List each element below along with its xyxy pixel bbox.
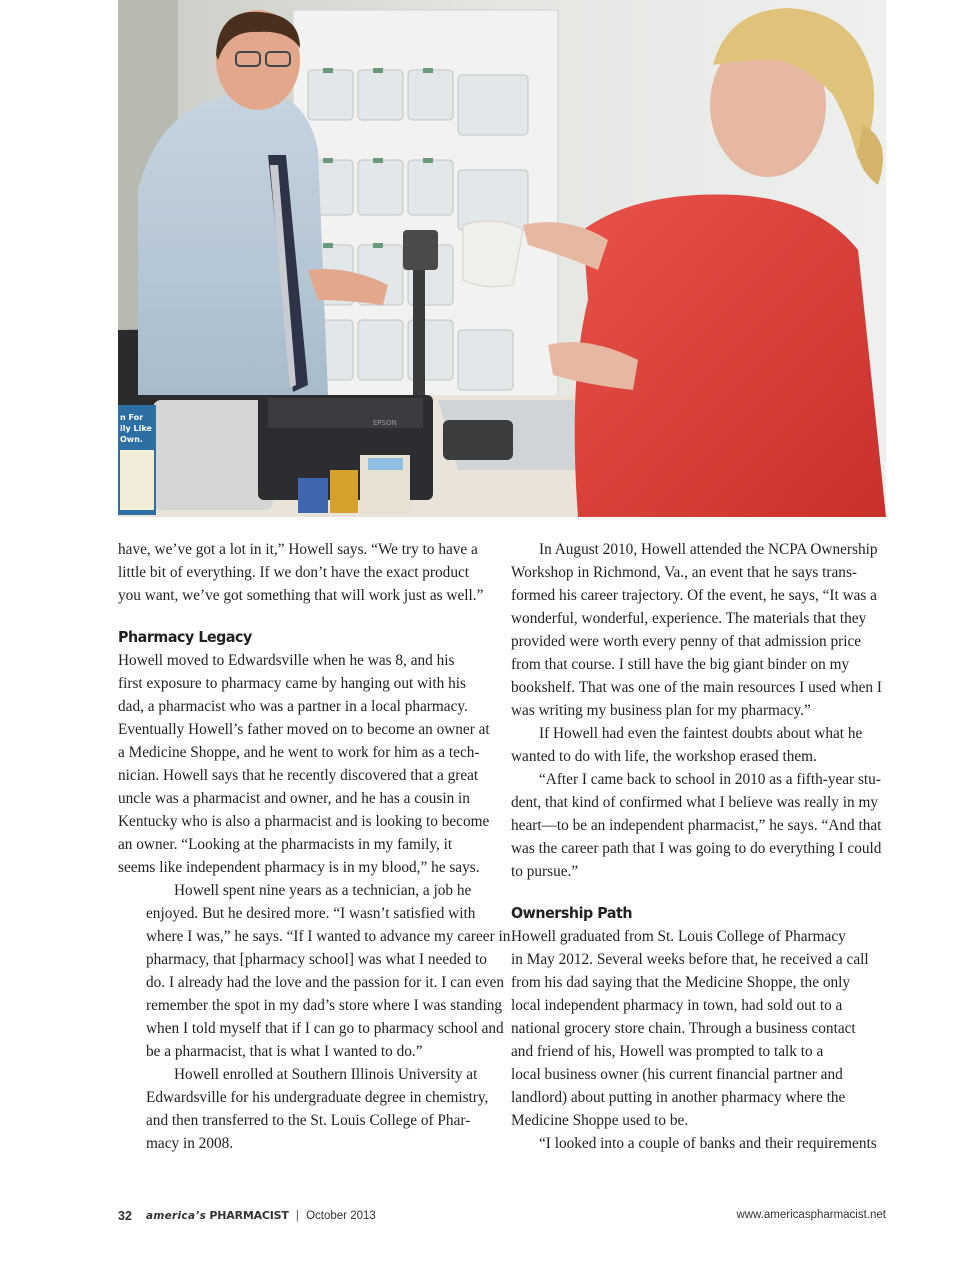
text-line: national grocery store chain. Through a business contact <box>511 1020 856 1037</box>
text-line: seems like independent pharmacy is in my blood,” he says. <box>118 859 480 876</box>
text-line: and then transferred to the St. Louis College of Phar- <box>146 1112 471 1129</box>
text-line: macy in 2008. <box>146 1135 234 1152</box>
text-line: Howell spent nine years as a technician, a job he <box>174 882 472 899</box>
text-line: was the career path that I was going to do everything I could <box>511 840 882 857</box>
text-line: Howell enrolled at Southern Illinois University at <box>174 1066 478 1083</box>
text-line: nician. Howell says that he recently discovered that a great <box>118 767 479 784</box>
text-line: to pursue.” <box>511 863 579 880</box>
text-line: Edwardsville for his undergraduate degree in chemistry, <box>146 1089 489 1106</box>
paragraph <box>118 1063 494 1155</box>
text-line: wanted to do with life, the workshop erased them. <box>511 748 817 765</box>
text-line: enjoyed. But he desired more. “I wasn’t satisfied with <box>146 905 476 922</box>
text-line: an owner. “Looking at the pharmacists in my family, it <box>118 836 453 853</box>
text-line: “I looked into a couple of banks and their requirements <box>539 1135 877 1152</box>
text-line: If Howell had even the faintest doubts about what he <box>539 725 863 742</box>
sign-text-line-1: n For <box>120 413 144 422</box>
text-line: heart—to be an independent pharmacist,” he says. “And that <box>511 817 882 834</box>
text-line: from his dad saying that the Medicine Shoppe, the only <box>511 974 851 991</box>
text-line: bookshelf. That was one of the main resources I used when I <box>511 679 882 696</box>
text-line: in May 2012. Several weeks before that, he received a call <box>511 951 869 968</box>
text-line: “After I came back to school in 2010 as a fifth-year stu- <box>539 771 881 788</box>
issue-date: October 2013 <box>306 1210 376 1222</box>
text-line: little bit of everything. If we don’t have the exact product <box>118 564 470 581</box>
paragraph <box>511 722 887 768</box>
sign-text-line-2: ily Like <box>120 424 152 433</box>
masthead-title: PHARMACIST <box>209 1209 289 1222</box>
printer-brand-label: EPSON <box>373 419 397 427</box>
text-line: pharmacy, that [pharmacy school] was what I needed to <box>146 951 487 968</box>
text-line: was writing my business plan for my pharmacy.” <box>511 702 811 719</box>
text-line: wonderful, wonderful, experience. The materials that they <box>511 610 867 627</box>
text-line: dent, that kind of confirmed what I believe was really in my <box>511 794 879 811</box>
page-footer <box>118 1209 886 1227</box>
text-line: have, we’ve got a lot in it,” Howell says. “We try to have a <box>118 541 478 558</box>
article-photo <box>118 0 886 517</box>
text-line: local business owner (his current financial partner and <box>511 1066 843 1083</box>
text-line: local independent pharmacy in town, had sold out to a <box>511 997 843 1014</box>
paragraph <box>118 649 494 879</box>
page-number: 32 <box>118 1209 132 1223</box>
text-line: remember the spot in my dad’s store where I was standing <box>146 997 502 1014</box>
paragraph <box>511 925 887 1132</box>
intro-paragraph <box>118 538 494 607</box>
section-heading-pharmacy-legacy: Pharmacy Legacy <box>118 628 252 646</box>
text-line: where I was,” he says. “If I wanted to advance my career in <box>146 928 511 945</box>
text-line: a Medicine Shoppe, and he went to work for him as a tech- <box>118 744 480 761</box>
text-line: first exposure to pharmacy came by hanging out with his <box>118 675 466 692</box>
text-line: be a pharmacist, that is what I wanted to do.” <box>146 1043 423 1060</box>
text-line: landlord) about putting in another pharmacy where the <box>511 1089 846 1106</box>
website-url[interactable]: www.americaspharmacist.net <box>736 1209 886 1221</box>
text-line: provided were worth every penny of that admission price <box>511 633 862 650</box>
text-line: formed his career trajectory. Of the event, he says, “It was a <box>511 587 877 604</box>
right-column <box>511 538 887 1155</box>
paragraph <box>118 879 511 1063</box>
text-line: In August 2010, Howell attended the NCPA Ownership <box>539 541 878 558</box>
pharmacy-counter-photo <box>118 0 886 517</box>
text-line: Kentucky who is also a pharmacist and is looking to become <box>118 813 490 830</box>
text-line: from that course. I still have the big giant binder on my <box>511 656 850 673</box>
text-line: and friend of his, Howell was prompted to talk to a <box>511 1043 824 1060</box>
text-line: Workshop in Richmond, Va., an event that he says trans- <box>511 564 858 581</box>
section-heading-ownership-path: Ownership Path <box>511 904 633 922</box>
paragraph <box>511 768 887 883</box>
text-line: Howell moved to Edwardsville when he was 8, and his <box>118 652 455 669</box>
text-line: do. I already had the love and the passion for it. I can even <box>146 974 505 991</box>
text-line: Howell graduated from St. Louis College of Pharmacy <box>511 928 846 945</box>
left-column <box>118 538 511 1155</box>
paragraph <box>511 538 887 722</box>
text-line: you want, we’ve got something that will work just as well.” <box>118 587 484 604</box>
masthead <box>146 1209 376 1222</box>
text-line: Eventually Howell’s father moved on to become an owner at <box>118 721 490 738</box>
sign-text-line-3: Own. <box>120 435 143 444</box>
text-line: when I told myself that if I can go to pharmacy school and <box>146 1020 504 1037</box>
text-line: uncle was a pharmacist and owner, and he has a cousin in <box>118 790 470 807</box>
paragraph <box>511 1132 887 1155</box>
text-line: dad, a pharmacist who was a partner in a local pharmacy. <box>118 698 468 715</box>
text-line: Medicine Shoppe used to be. <box>511 1112 689 1129</box>
masthead-prefix: america’s <box>146 1210 207 1222</box>
footer-separator: | <box>295 1210 299 1222</box>
